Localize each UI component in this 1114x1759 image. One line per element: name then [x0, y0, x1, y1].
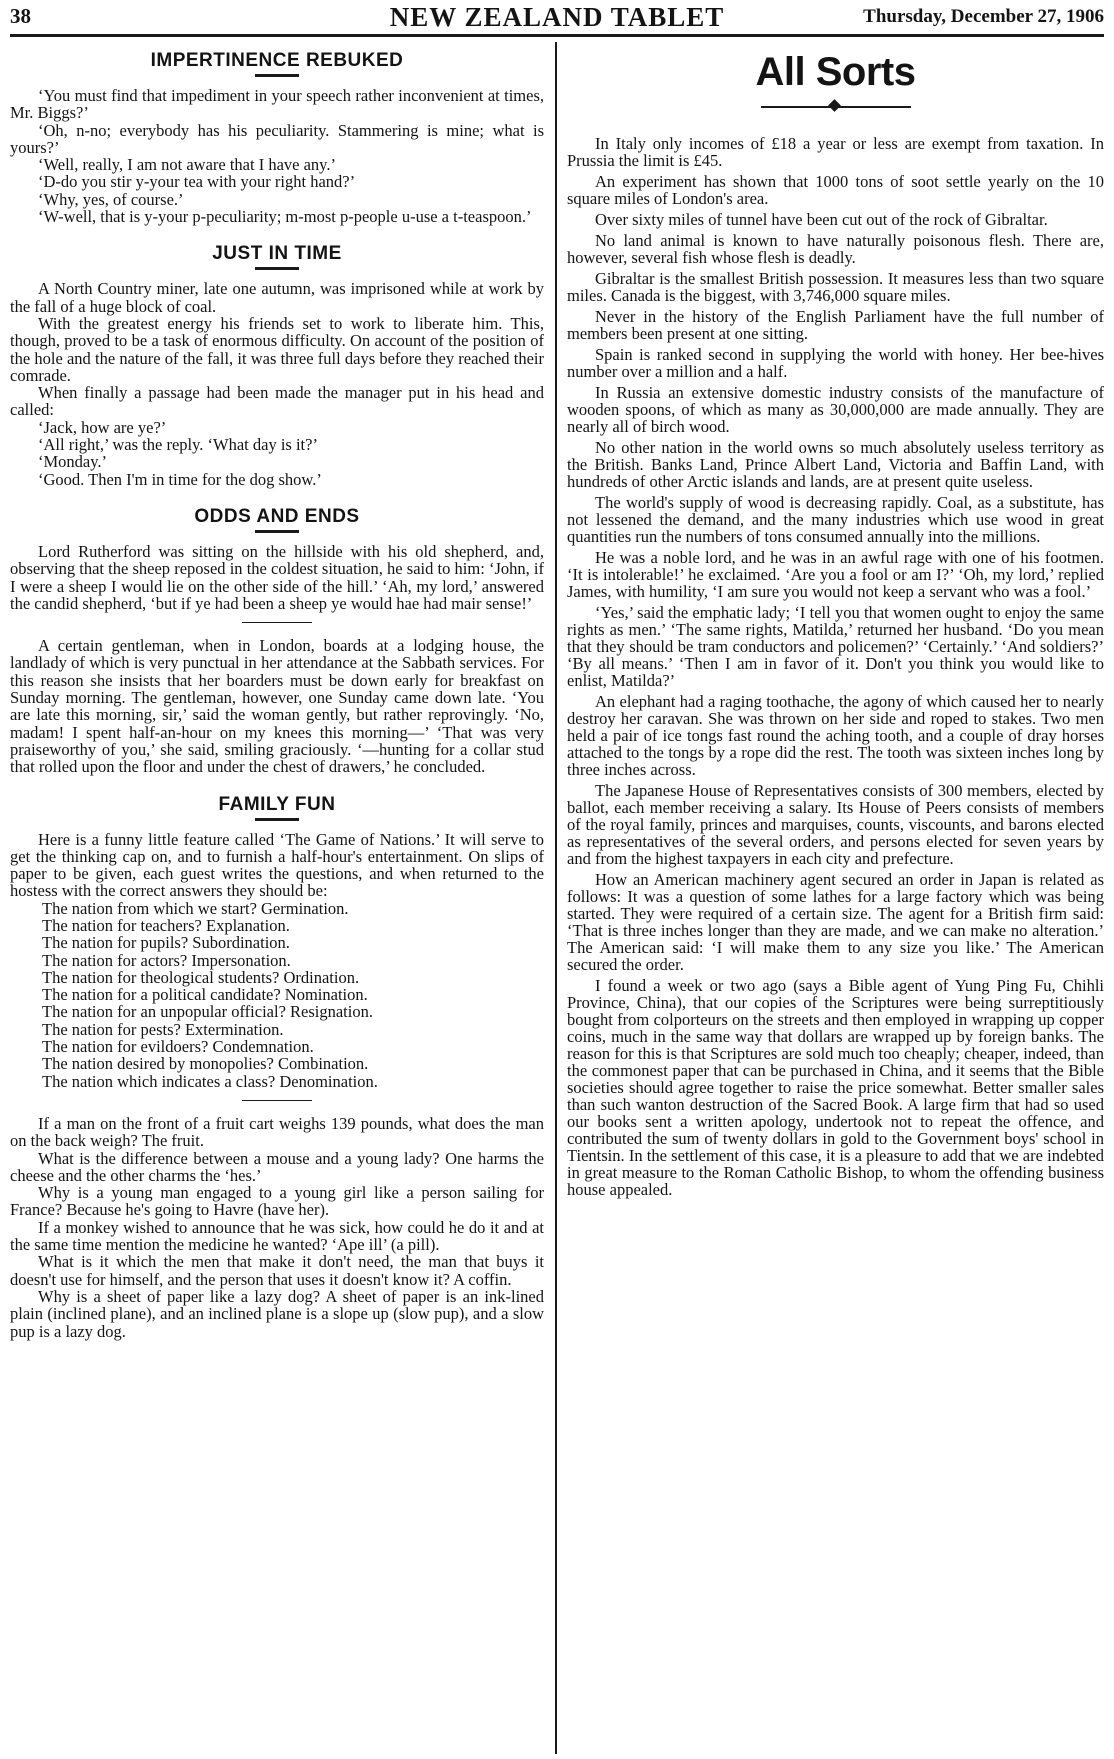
- article-paragraph: ‘Good. Then I'm in time for the dog show.’: [38, 469, 322, 489]
- item-paragraph: The world's supply of wood is decreasing rapidly. Coal, as a substitute, has not lessened the demand, and the many industries which use wood in great quantities run the numbers of tons consumed annually into the millions.: [567, 493, 1104, 546]
- article-heading-just-in-time: JUST IN TIME: [212, 243, 342, 265]
- item-paragraph: An elephant had a raging toothache, the agony of which caused her to nearly destroy her caravan. She was thrown on her side and roped to stakes. Two men held a pair of ice tongs fast round the aching tooth, and a couple of dray horses attached to the tongs by a rope did the rest. The tooth was sixteen inches long by three inches across.: [567, 692, 1104, 779]
- item-paragraph: Gibraltar is the smallest British possession. It measures less than two square miles. Canada is the biggest, with 3,746,000 square miles.: [567, 269, 1104, 305]
- list-item: The nation for an unpopular official? Resignation.: [42, 1002, 373, 1022]
- item-paragraph: I found a week or two ago (says a Bible agent of Yung Ping Fu, Chihli Province, China), that our copies of the Scriptures were being surreptitiously bought from colporteurs on the streets and then employed in wrapping up copper coins, much in the same way that dollars are wrapped up by foreign banks. The reason for this is that Scriptures are sold much too cheaply; cheaper, indeed, than the commonest paper that can be purchased in China, and it seems that the Bible societies should agree together to raise the price somewhat. Better smaller sales than such wanton destruction of the Sacred Book. A large firm that had so used our books sent a written apology, undertook not to repeat the offence, and contributed the sum of twenty dollars in gold to the Government boys' school in Tientsin. In the settlement of this case, it is a pleasure to add that we are indebted in great measure to the Roman Catholic Bishop, to whom the offending business house appealed.: [567, 976, 1104, 1199]
- item-paragraph: In Russia an extensive domestic industry consists of the manufacture of wooden spoons, of which as many as 30,000,000 are made annually. They are nearly all of birch wood.: [567, 383, 1104, 436]
- article-paragraph: A certain gentleman, when in London, boards at a lodging house, the landlady of which is very punctual in her attendance at the Sabbath services. For this reason she insists that her boarders must be down early for breakfast on Sunday morning. The gentleman, however, one Sunday came down late. ‘You are late this morning, sir,’ said the woman gently, but rather reprovingly. ‘No, madam! I spent half-an-hour on my knees this morning—’ ‘That was very praiseworthy of you,’ she said, smiling graciously. ‘—hunting for a collar stud that rolled upon the floor and under the chest of drawers,’ he concluded.: [10, 636, 544, 777]
- heading-rule: [255, 267, 299, 270]
- item-paragraph: In Italy only incomes of £18 a year or less are exempt from taxation. In Prussia the limit is £45.: [567, 134, 1104, 170]
- newspaper-page: [10, 4, 1104, 1754]
- heading-rule: [255, 74, 299, 77]
- issue-date: Thursday, December 27, 1906: [863, 6, 1104, 27]
- list-item: The nation for pupils? Subordination.: [42, 933, 290, 953]
- riddle: If a monkey wished to announce that he was sick, how could he do it and at the same time mention the medicine he wanted? ‘Ape ill’ (a pill).: [10, 1217, 544, 1255]
- riddle: If a man on the front of a fruit cart weighs 139 pounds, what does the man on the back weigh? The fruit.: [10, 1113, 544, 1151]
- list-item: The nation for theological students? Ordination.: [42, 967, 360, 987]
- heading-rule: [255, 530, 299, 533]
- column-divider: [555, 42, 557, 1754]
- article-paragraph: ‘Jack, how are ye?’: [38, 417, 167, 437]
- masthead: [10, 4, 1104, 37]
- article-paragraph: Lord Rutherford was sitting on the hillside with his old shepherd, and, observing that the sheep reposed in the coldest situation, he said to him: ‘John, if I were a sheep I would lie on the other side of the hill.’ ‘Ah, my lord,’ answered the candid shepherd, ‘but if ye had been a sheep ye would hae had mair sense!’: [10, 541, 544, 613]
- article-paragraph: ‘Monday.’: [38, 452, 108, 472]
- article-paragraph: Here is a funny little feature called ‘The Game of Nations.’ It will serve to get the thinking cap on, and to furnish a half-hour's entertainment. On slips of paper to be given, each guest writes the questions, and when returned to the hostess with the correct answers they should be:: [10, 829, 544, 901]
- article-paragraph: ‘W-well, that is y-your p-peculiarity; m-most p-people u-use a t-teaspoon.’: [38, 207, 532, 227]
- article-paragraph: A North Country miner, late one autumn, was imprisoned while at work by the fall of a huge block of coal.: [10, 279, 544, 316]
- article-paragraph: With the greatest energy his friends set to work to liberate him. This, though, proved to be a task of enormous difficulty. On account of the position of the hole and the nature of the fall, it was three full days before they reached their comrade.: [10, 313, 544, 385]
- article-paragraph: ‘All right,’ was the reply. ‘What day is it?’: [38, 435, 318, 455]
- page-number: 38: [10, 4, 31, 28]
- item-paragraph: No other nation in the world owns so much absolutely useless territory as the British. Banks Land, Prince Albert Land, Victoria and Baffin Land, with hundreds of other Arctic islands and lands, are at present quite useless.: [567, 438, 1104, 491]
- item-paragraph: He was a noble lord, and he was in an awful rage with one of his footmen. ‘It is intolerable!’ he exclaimed. ‘Are you a fool or am I?’ ‘Oh, my lord,’ replied James, with humility, ‘I am sure you would not keep a servant who was a fool.’: [567, 548, 1104, 601]
- item-paragraph: An experiment has shown that 1000 tons of soot settle yearly on the 10 square miles of London's area.: [567, 172, 1104, 208]
- list-item: The nation for a political candidate? Nomination.: [42, 985, 368, 1005]
- item-paragraph: Over sixty miles of tunnel have been cut out of the rock of Gibraltar.: [595, 210, 1048, 229]
- list-item: The nation for teachers? Explanation.: [42, 915, 290, 935]
- item-paragraph: Spain is ranked second in supplying the world with honey. Her bee-hives number over a million and a half.: [567, 345, 1104, 381]
- section-separator: [242, 1100, 312, 1101]
- article-paragraph: ‘D-do you stir y-your tea with your right hand?’: [38, 172, 356, 192]
- left-column: [10, 42, 544, 1754]
- article-heading-impertinence: IMPERTINENCE REBUKED: [150, 50, 404, 71]
- item-paragraph: ‘Yes,’ said the emphatic lady; ‘I tell you that women ought to enjoy the same rights as men.’ ‘The same rights, Matilda,’ returned her husband. ‘Do you mean that they should be tram conductors and policemen?’ ‘Certainly.’ ‘And soldiers?’ ‘By all means.’ ‘Then I am in favor of it. Don't you think you would like to enlist, Matilda?’: [567, 603, 1104, 690]
- right-column: [567, 42, 1104, 1754]
- article-heading-odds-and-ends: ODDS AND ENDS: [194, 505, 360, 527]
- section-title-all-sorts: All Sorts: [755, 50, 916, 94]
- article-paragraph: ‘You must find that impediment in your speech rather inconvenient at times, Mr. Biggs?’: [10, 86, 544, 123]
- riddle: Why is a sheet of paper like a lazy dog? A sheet of paper is an ink-lined plain (inclined plane), and an inclined plane is a slope up (slow pup), and a slow pup is a lazy dog.: [10, 1286, 544, 1341]
- item-paragraph: Never in the history of the English Parliament have the full number of members been present at one sitting.: [567, 307, 1104, 343]
- diamond-icon: [828, 99, 841, 112]
- article-paragraph: ‘Oh, n-no; everybody has his peculiarity. Stammering is mine; what is yours?’: [10, 120, 544, 157]
- diamond-ornament-rule: [761, 101, 911, 113]
- columns: [10, 42, 1104, 1754]
- list-item: The nation which indicates a class? Denomination.: [42, 1071, 378, 1091]
- section-separator: [242, 622, 312, 623]
- article-paragraph: ‘Why, yes, of course.’: [38, 189, 184, 209]
- publication-title: NEW ZEALAND TABLET: [389, 2, 725, 32]
- item-paragraph: No land animal is known to have naturally poisonous flesh. There are, however, several fish whose flesh is deadly.: [567, 231, 1104, 267]
- riddle: What is the difference between a mouse and a young lady? One harms the cheese and the other charms the ‘hes.’: [10, 1148, 544, 1185]
- heading-rule: [255, 818, 299, 821]
- list-item: The nation for evildoers? Condemnation.: [42, 1037, 314, 1057]
- item-paragraph: How an American machinery agent secured an order in Japan is related as follows: It was a question of some lathes for a large factory which was being started. They were required of a certain size. The agent for a British firm said: ‘That is three inches longer than they are made, and we can make no alteration.’ The American said: ‘I will make them to any size you like.’ The American secured the order.: [567, 870, 1104, 974]
- list-item: The nation desired by monopolies? Combination.: [42, 1054, 369, 1074]
- riddle: What is it which the men that make it don't need, the man that buys it doesn't use for himself, and the person that uses it doesn't know it? A coffin.: [10, 1252, 544, 1289]
- riddle: Why is a young man engaged to a young girl like a person sailing for France? Because he's going to Havre (have her).: [10, 1183, 544, 1220]
- list-item: The nation for pests? Extermination.: [42, 1019, 284, 1039]
- list-item: The nation from which we start? Germination.: [42, 898, 349, 918]
- list-item: The nation for actors? Impersonation.: [42, 950, 291, 970]
- article-paragraph: When finally a passage had been made the manager put in his head and called:: [10, 383, 544, 420]
- item-paragraph: The Japanese House of Representatives consists of 300 members, elected by ballot, each member receiving a salary. Its House of Peers consists of members of the royal family, princes and marquises, counts, viscounts, and barons elected as representatives of the several orders, and persons elected for seven years by and from the highest taxpayers in each city and prefecture.: [567, 781, 1104, 868]
- article-paragraph: ‘Well, really, I am not aware that I have any.’: [38, 155, 336, 175]
- article-heading-family-fun: FAMILY FUN: [218, 793, 336, 815]
- nations-list: [10, 900, 544, 1090]
